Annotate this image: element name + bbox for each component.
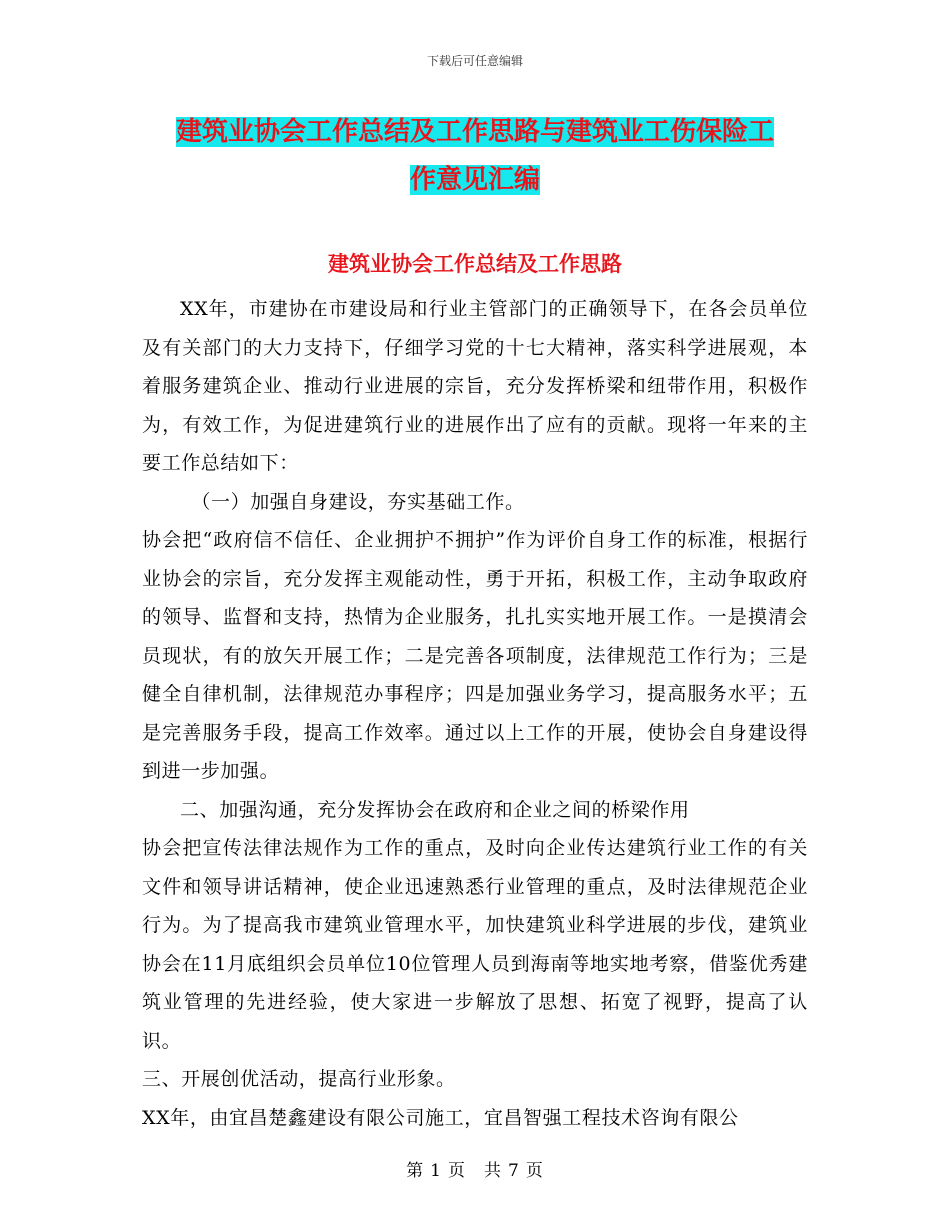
document-title [140,108,810,204]
section-title: 建筑业协会工作总结及工作思路 [328,251,622,276]
paragraph-heading-3: 三、开展创优活动，提高行业形象。 [142,1068,456,1090]
paragraph-section-1: 协会把“政府信不信任、企业拥护不拥护”作为评价自身工作的标准，根据行业协会的宗旨，充分发挥主观能动性，勇于开拓，积极工作，主动争取政府的领导、监督和支持，热情为企业服务，扎扎实实地开展工作。一是摸清会员现状，有的放矢开展工作；二是完善各项制度，法律规范工作行为；三是健全自律机制，法律规范办事程序；四是加强业务学习，提高服务水平；五是完善服务手段，提高工作效率。通过以上工作的开展，使协会自身建设得到进一步加强。 [142,529,808,782]
footer-middle: 页 共 [448,1161,502,1181]
body-text [142,290,808,1137]
header-note: 下载后可任意编辑 [426,54,523,68]
title-line-2: 作意见汇编 [409,165,540,195]
paragraph-heading-1: （一）加强自身建设，夯实基础工作。 [191,490,525,513]
footer-page-number: 1 [430,1161,442,1181]
footer-suffix: 页 [525,1161,544,1181]
page-footer [0,1156,950,1181]
title-line-1: 建筑业协会工作总结及工作思路与建筑业工伤保险工 [175,117,774,147]
paragraph-section-3: XX年，由宜昌楚鑫建设有限公司施工，宜昌智强工程技术咨询有限公 [142,1106,739,1129]
paragraph-section-2: 协会把宣传法律法规作为工作的重点，及时向企业传达建筑行业工作的有关文件和领导讲话精神，使企业迅速熟悉行业管理的重点，及时法律规范企业行为。为了提高我市建筑业管理水平，加快建筑业科学进展的步伐，建筑业协会在11月底组织会员单位10位管理人员到海南等地实地考察，借鉴优秀建筑业管理的先进经验，使大家进一步解放了思想、拓宽了视野，提高了认识。 [142,837,808,1052]
footer-prefix: 第 [406,1161,425,1181]
paragraph-heading-2: 二、加强沟通，充分发挥协会在政府和企业之间的桥梁作用 [180,798,690,821]
footer-total-pages: 7 [508,1161,520,1181]
paragraph-intro: XX年，市建协在市建设局和行业主管部门的正确领导下，在各会员单位及有关部门的大力支持下，仔细学习党的十七大精神，落实科学进展观，本着服务建筑企业、推动行业进展的宗旨，充分发挥桥梁和纽带作用，积极作为，有效工作，为促进建筑行业的进展作出了应有的贡献。现将一年来的主要工作总结如下： [142,298,808,474]
